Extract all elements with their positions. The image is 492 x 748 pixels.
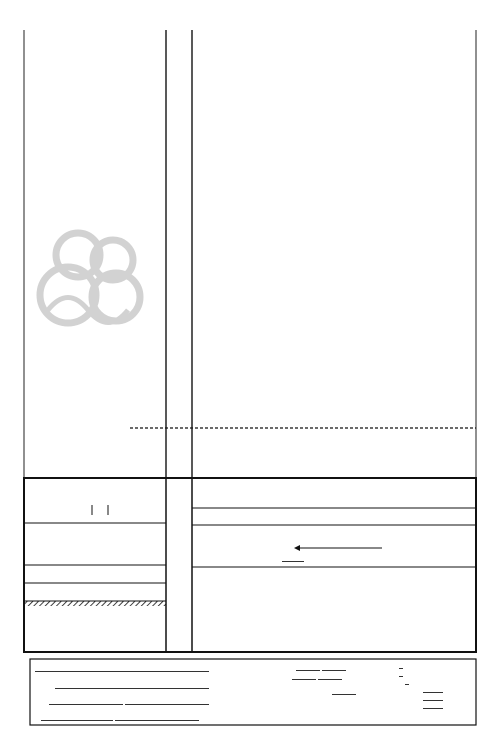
rmf-value	[292, 679, 316, 680]
rm-temp	[322, 670, 346, 671]
state-value	[115, 720, 199, 721]
span-row	[282, 556, 304, 566]
well-row	[35, 682, 209, 692]
county-value	[41, 720, 113, 721]
county-row	[35, 714, 199, 724]
itt-arrow-head	[294, 545, 300, 551]
rmf-row	[290, 673, 342, 683]
td-block	[399, 664, 443, 712]
bht-row	[332, 688, 356, 698]
df-value	[423, 700, 443, 701]
swsc-td-value	[399, 676, 403, 677]
drlr-td-value	[405, 684, 409, 685]
swsc-fr-value	[399, 668, 403, 669]
bht-value	[332, 694, 356, 695]
hatch-bar	[24, 601, 166, 606]
field-row	[35, 698, 209, 708]
company-value	[35, 671, 209, 672]
location-value	[125, 704, 209, 705]
rm-value	[296, 670, 320, 671]
field-value	[49, 704, 123, 705]
kb-value	[423, 692, 443, 693]
well-value	[55, 688, 209, 689]
span-value	[282, 561, 304, 562]
gl-value	[423, 708, 443, 709]
company-row	[35, 665, 209, 675]
rmf-temp	[318, 679, 342, 680]
